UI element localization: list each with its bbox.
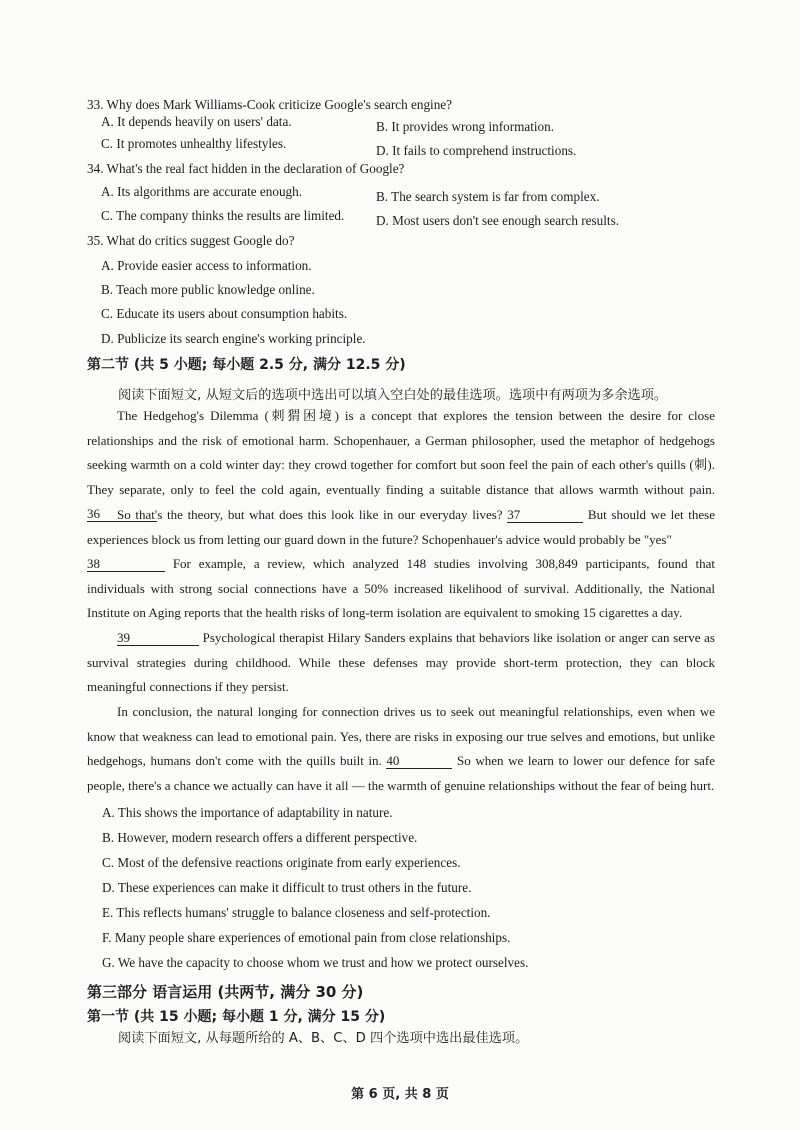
blank-37[interactable]: 37: [507, 507, 583, 523]
blank-40[interactable]: 40: [386, 753, 452, 769]
passage-paragraph-4: [87, 626, 715, 700]
section-2-heading: 第二节 (共 5 小题; 每小题 2.5 分, 满分 12.5 分): [87, 357, 406, 373]
part-3-heading: 第三部分 语言运用 (共两节, 满分 30 分): [87, 983, 364, 1001]
option-g: G. We have the capacity to choose whom we trust and how we protect ourselves.: [102, 955, 529, 970]
q34-option-b: B. The search system is far from complex.: [376, 189, 600, 204]
q35-option-b: B. Teach more public knowledge online.: [101, 282, 315, 297]
paragraph-3-text: For example, a review, which analyzed 148 studies involving 308,849 participants, found that individuals with strong social connections have a 50% increased likelihood of survival. Additionally, the National Institute on Aging reports that the health risks of long-term isolation are equivalent to smoking 15 cigarettes a day.: [87, 556, 716, 621]
paragraph-1-text: The Hedgehog's Dilemma (刺猬困境) is a concept that explores the tension between the desire for close relationships and the risk of emotional harm. Schopenhauer, a German philosopher, used the metaphor of hedgehogs seeking warmth on a cold winter day: they crowd together for comfort but soon feel the pain of each other's quills (刺). They separate, only to feel the cold again, eventually finding a suitable distance that allows warmth without pain.: [87, 408, 715, 497]
part-3-instruction: 阅读下面短文, 从每题所给的 A、B、C、D 四个选项中选出最佳选项。: [118, 1031, 529, 1046]
blank-39[interactable]: 39: [117, 630, 199, 646]
q33-option-b: B. It provides wrong information.: [376, 119, 555, 134]
q35-option-a: A. Provide easier access to information.: [101, 258, 312, 273]
option-f: F. Many people share experiences of emotional pain from close relationships.: [102, 930, 511, 945]
option-a: A. This shows the importance of adaptability in nature.: [102, 805, 393, 820]
blank-36[interactable]: 36: [87, 506, 157, 522]
passage-paragraph-2: [87, 503, 715, 626]
paragraph-5-text-b: So when we learn to lower our defence for safe people, there's a chance we actually can have it all — the warmth of genuine relationships without the fear of being hurt.: [87, 753, 716, 793]
question-34: 34. What's the real fact hidden in the declaration of Google?: [87, 161, 405, 176]
page-footer: 第 6 页, 共 8 页: [351, 1087, 449, 1102]
section-2-instruction: 阅读下面短文, 从短文后的选项中选出可以填入空白处的最佳选项。选项中有两项为多余选项。: [118, 388, 668, 403]
paragraph-2-text-b: But should we let these experiences block us from letting our guard down in the future? Schopenhauer's advice would probably be "yes": [87, 507, 715, 547]
part-3-section-1-heading: 第一节 (共 15 小题; 每小题 1 分, 满分 15 分): [87, 1009, 386, 1025]
option-c: C. Most of the defensive reactions originate from early experiences.: [102, 855, 461, 870]
passage-paragraph-5: [87, 700, 715, 798]
q33-option-a: A. It depends heavily on users' data.: [101, 114, 292, 129]
paragraph-5-text-a: In conclusion, the natural longing for connection drives us to seek out meaningful relationships, even when we know that weakness can lead to emotional pain. Yes, there are risks in exposing our true selves and emotions, but unlike hedgehogs, humans don't come with the quills built in.: [87, 704, 715, 769]
option-e: E. This reflects humans' struggle to balance closeness and self-protection.: [102, 905, 491, 920]
paragraph-4-text: Psychological therapist Hilary Sanders explains that behaviors like isolation or anger can serve as survival strategies during childhood. While these defenses may provide short-term protection, they can block meaningful connections if they persist.: [87, 630, 715, 695]
q34-option-a: A. Its algorithms are accurate enough.: [101, 184, 303, 199]
option-d: D. These experiences can make it difficult to trust others in the future.: [102, 880, 472, 895]
q33-option-d: D. It fails to comprehend instructions.: [376, 143, 577, 158]
q34-option-c: C. The company thinks the results are limited.: [101, 208, 345, 223]
q34-option-d: D. Most users don't see enough search results.: [376, 213, 620, 228]
option-b: B. However, modern research offers a different perspective.: [102, 830, 418, 845]
question-35: 35. What do critics suggest Google do?: [87, 233, 295, 248]
blank-38[interactable]: 38: [87, 556, 165, 572]
q35-option-c: C. Educate its users about consumption habits.: [101, 306, 348, 321]
q33-option-c: C. It promotes unhealthy lifestyles.: [101, 136, 287, 151]
paragraph-2-text-a: So that's the theory, but what does this look like in our everyday lives?: [117, 507, 503, 522]
question-33: 33. Why does Mark Williams-Cook criticize Google's search engine?: [87, 97, 453, 112]
q35-option-d: D. Publicize its search engine's working principle.: [101, 331, 366, 346]
